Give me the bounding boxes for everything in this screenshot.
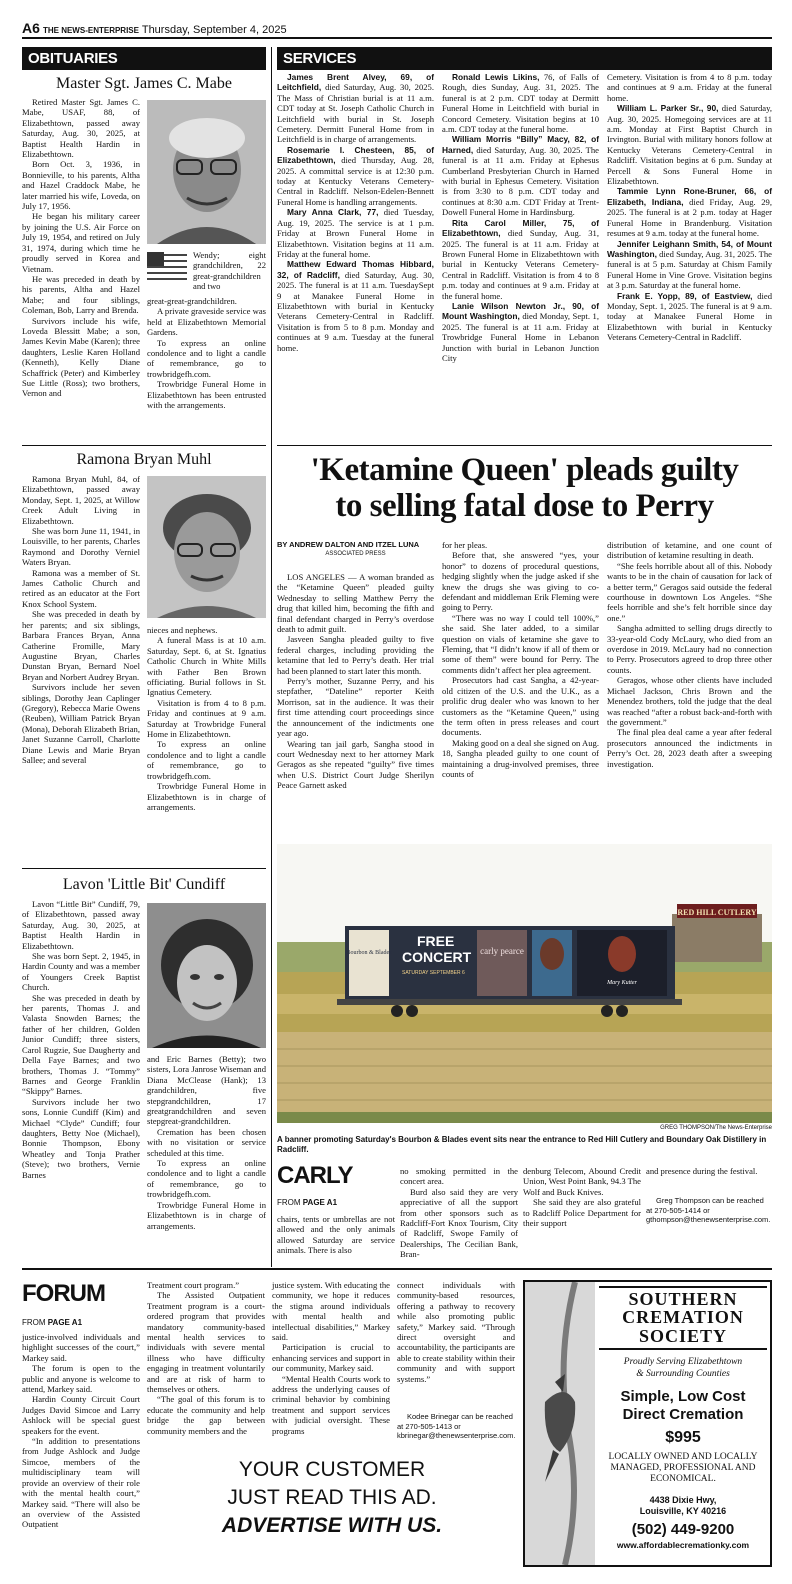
paper-name: THE NEWS-ENTERPRISE [42, 26, 139, 35]
ad-title-line: SOUTHERN [599, 1286, 767, 1308]
paragraph: The final plea deal came a year after federal prosecutors announced the indictments in Perry’s Oct. 28, 2023 death after a sweeping investigation. [607, 727, 772, 769]
paragraph: LOS ANGELES — A woman branded as the “Ketamine Queen” pleaded guilty Wednesday to selling Matthew Perry the drug that killed him, becoming the fifth and final defendant charged in Perry’s overdose death to admit guilt. [277, 572, 434, 635]
headline-line: 'Ketamine Queen' pleads guilty [310, 452, 739, 488]
banner-date: SATURDAY SEPTEMBER 6 [402, 970, 465, 976]
services-section-label: SERVICES [277, 47, 772, 70]
paragraph: no smoking permitted in the concert area. [400, 1166, 518, 1187]
paragraph: Participation is crucial to enhancing services and support in our community, Markey said. [272, 1342, 390, 1374]
paragraph: She was preceded in death by her parents, Thomas J. and Valasta Snowden Barnes; the father of her children, Golden Junior Cundiff; three sisters, Carol Rugzie, Sue Daugherty and Della Faye Barnes; and two brothers, Thomas J. “Tommy” Barnes and George Franklin “Skippy” Barnes. [22, 992, 140, 1097]
paragraph: To express an online condolence and to light a candle of remembrance, go to trowbridgefh.com. [147, 1158, 266, 1200]
banner-free: FREE [417, 933, 455, 949]
services-col2 [442, 72, 599, 363]
column-divider [271, 47, 272, 1267]
paragraph: Ramona Bryan Muhl, 84, of Elizabethtown, passed away Monday, Sept. 1, 2025, at Willow Creek Adult Living in Elizabethtown. [22, 474, 140, 526]
paragraph: “Mental Health Courts work to address the underlying causes of criminal behavior by combining treatment and support services with judicial oversight. These programs [272, 1373, 390, 1436]
paragraph: Geragos, whose other clients have included Michael Jackson, Chris Brown and the Menendez brothers, told the judge that the deal was reached “after a robust back-and-forth with the government.” [607, 675, 772, 727]
paragraph: Making good on a deal she signed on Aug. 18, Sangha pleaded guilty to one count of maintaining a drug-involved premises, three counts of [442, 737, 599, 779]
paragraph: The forum is open to the public and anyone is welcome to attend, Markey said. [22, 1363, 140, 1395]
banner-artist1: carly pearce [480, 946, 524, 956]
issue-date: Thursday, September 4, 2025 [141, 24, 287, 36]
paragraph: Born Oct. 3, 1936, in Bonnieville, to his parents, Altha and Hazel Craddock Mabe, he later married his wife, Loveda, on July 17, 1956. [22, 159, 140, 212]
service-notice: William L. Parker Sr., 90, died Saturday, Aug. 30, 2025. Homegoing services are at 11 a.m. Monday at First Baptist Church in Irvington. Burial with military honors follow at Kentucky Veterans Cemetery-Central in Radcliff. Visitation begins at 6 p.m. Sunday at Percell & Sons Funeral Home in Elizabethtown. [607, 103, 773, 187]
paragraph: Perry’s mother, Suzanne Perry, and his stepfather, “Dateline” reporter Keith Morrison, sat in the audience. It was their first time attending court proceedings since the announcement of the indictments one year ago. [277, 676, 434, 739]
paragraph: To express an online condolence and to light a candle of remembrance, go to trowbridgefh.com. [147, 337, 266, 379]
paragraph: “There was no way I could tell 100%,” she said. She later added, to a similar question on vials of ketamine she gave to Fleming, that “I didn’t know if all of them or some of them” were bound for Perry. The comments didn’t affect her plea agreement. [442, 612, 599, 675]
obit-muhl-col1 [22, 474, 140, 765]
from-label: FROM [277, 1198, 301, 1207]
story-col1 [277, 572, 434, 791]
ad-title-line: SOCIETY [599, 1326, 767, 1350]
paragraph: Trowbridge Funeral Home in Elizabethtown is in charge of arrangements. [147, 781, 266, 812]
ad-address: 4438 Dixie Hwy, [649, 1495, 717, 1505]
paragraph: A funeral Mass is at 10 a.m. Saturday, Sept. 6, at St. Ignatius Catholic Church in White Mills with Father Ben Brown officiating. Burial follows in St. Ignatius Cemetery. [147, 635, 266, 698]
portrait-mabe [147, 100, 266, 244]
ad-title-line: CREMATION [622, 1307, 744, 1327]
paragraph: A private graveside service was held at Elizabethtown Memorial Gardens. [147, 306, 266, 338]
paragraph: Survivors include his wife, Loveda Blessitt Mabe; a son, James Kevin Mabe (Karen); three daughters, Leslie Karen Holland (Kenneth), Kelly Diane Schaffrick (Peter) and Kimberley Sue Little (Ross); two brothers, Vernon and [22, 315, 140, 399]
obit-cundiff-col1 [22, 899, 140, 1180]
ad-tagline: & Surrounding Counties [636, 1369, 730, 1379]
banner-concert: CONCERT [402, 949, 472, 965]
paragraph: “She feels horrible about all of this. Nobody wants to be in the chain of causation for lack of a better term,” Geragos said outside the federal courthouse in downtown Los Angeles. “She feels horrible and she’s felt horrible since day one.” [607, 560, 772, 623]
photo-credit: GREG THOMPSON/The News-Enterprise [660, 1125, 772, 1131]
ad-price: $995 [665, 1429, 701, 1446]
forum-contact: Kodee Brinegar can be reached at 270-505-1413 or kbrinegar@thenewsenterprise.com. [397, 1412, 516, 1441]
paragraph: She said they are also grateful to Radcliff Police Department for their support [523, 1197, 641, 1229]
story-byline: BY ANDREW DALTON AND ITZEL LUNA [277, 540, 420, 549]
section-rule [22, 1268, 772, 1270]
house-ad [147, 1450, 517, 1568]
ad-description: LOCALLY OWNED AND LOCALLY MANAGED, PROFESSIONAL AND ECONOMICAL. [608, 1452, 758, 1484]
headline-line: to selling fatal dose to Perry [335, 488, 714, 524]
service-notice: Rosemarie I. Chesteen, 85, of Elizabethtown, died Thursday, Aug. 28, 2025. A committal service is at 12:30 p.m. today at Kentucky Veterans Cemetery-Central in Radcliff. Nelson-Edelen-Bennett Funeral Home is handling arrangements. [277, 144, 434, 207]
obit-name-cundiff: Lavon 'Little Bit' Cundiff [62, 876, 226, 893]
paragraph: He began his military career by joining the U.S. Air Force on July 19, 1954, and retired on July 31, 1974, during which time he proudly served in Korea and Vietnam. [22, 211, 140, 274]
service-notice: Rita Carol Miller, 75, of Elizabethtown, died Sunday, Aug. 31, 2025. The funeral is at 11 a.m. Friday at Brown Funeral Home in Elizabethtown with burial in Kentucky Veterans Cemetery-Central in Radcliff. Visitation is from 4 to 8 p.m. today and continues at 9 a.m. Friday at the funeral home. [442, 217, 599, 301]
cremation-ad [523, 1280, 772, 1567]
house-ad-line3: ADVERTISE WITH US. [221, 1514, 443, 1537]
paragraph: distribution of ketamine, and one count of distribution of ketamine resulting in death. [607, 540, 772, 561]
paragraph: Survivors include her two sons, Lonnie Cundiff (Kim) and Michael “Clyde” Cundiff; four daughters, Betty Noe (Michael), Bonnie Thompson, Ebony Wheatley and Tonja Prather (Steve); two brothers, Vernie Barnes [22, 1096, 140, 1180]
paragraph: Ramona was a member of St. James Catholic Church and retired as an educator at the Fort Knox School System. [22, 567, 140, 609]
forum-from [22, 1318, 82, 1327]
paragraph: nieces and nephews. [147, 625, 218, 635]
paragraph: Retired Master Sgt. James C. Mabe, USAF, 88, of Elizabethtown, passed away Saturday, Aug. 30, 2025, at Baptist Health Hardin in Elizabethtown. [22, 97, 140, 160]
photo-caption: A banner promoting Saturday's Bourbon & Blades event sits near the entrance to Red Hill Cutlery and Boundary Oak Distillery in Radcliff. [277, 1135, 767, 1154]
services-col1 [277, 72, 434, 353]
service-notice: Matthew Edward Thomas Hibbard, 32, of Radcliff, died Saturday, Aug. 30, 2025. The funeral is at 11 a.m. TuesdaySept 9 at Manakee Funeral Home in Elizabethtown with burial in Kentucky Veterans Cemetery-Central in Radcliff. Visitation is from 5 to 8 p.m. Monday and continues at 9 a.m. Tuesday at the funeral home. [277, 259, 434, 353]
service-notice: Mary Anna Clark, 77, died Tuesday, Aug. 19, 2025. The service is at 1 p.m. Friday at Brown Funeral Home in Elizabethtown. Visitation begins at 11 a.m. Friday at the funeral home. [277, 207, 435, 259]
paragraph: for her pleas. [442, 540, 488, 550]
page-number: A6 [22, 20, 40, 36]
forum-col4: connect individuals with community-based resources, offering a pathway to recovery while also promoting public safety,” Markey said. “Through direct oversight and accountability, the participants are able to create stability within their community and with support systems.” [397, 1280, 515, 1384]
forum-col2 [147, 1280, 265, 1436]
carly-contact: Greg Thompson can be reached at 270-505-1414 or gthompson@thenewsenterprise.com. [646, 1196, 771, 1225]
portrait-muhl [147, 476, 266, 618]
store-sign-text: RED HILL CUTLERY [677, 908, 757, 917]
portrait-cundiff [147, 903, 266, 1048]
paragraph: great-great-grandchildren. [147, 296, 237, 306]
story-headline [277, 452, 772, 524]
paragraph: She was born Sept. 2, 1945, in Hardin County and was a member of Youngers Creek Baptist Church. [22, 951, 140, 993]
paragraph: Wearing tan jail garb, Sangha stood in court Wednesday next to her attorney Mark Geragos as she repeated “guilty” five times when U.S. District Court Judge Sherilyn Peace Garnett asked [277, 738, 434, 791]
obituaries-section-label: OBITUARIES [22, 47, 266, 70]
from-page: PAGE A1 [302, 1198, 338, 1207]
paragraph: Before that, she answered “yes, your honor” to dozens of procedural questions, hedging slightly when the judge asked if she knew the drugs she was giving to co-defendant and middleman Erik Fleming were going to Perry. [442, 550, 599, 613]
paragraph: Survivors include her seven siblings, Dorothy Jean Caplinger (Gregory), Rebecca Marie Owens (Reuben), William Patrick Bryan (Mona), Deborah Elizabeth Brian, Janet Suzanne Carroll, Charlotte Diane Lewis and Marie Bryan Sallee; and several [22, 682, 140, 765]
paragraph: “The goal of this forum is to educate the community and help bridge the gap between community members and the [147, 1394, 265, 1436]
paragraph: denburg Telecom, Abound Credit Union, West Point Bank, 94.3 The Wolf and Buck Knives. [523, 1166, 641, 1197]
paragraph: “In addition to presentations from Judge Ashlock and Judge Simcoe, members of the multidisciplinary team will provide an overview of their role with the mental health court,” Markey said. “There will also be an overview of the Assisted Outpatient [22, 1436, 140, 1530]
story-col2 [442, 540, 599, 779]
service-notice: Ronald Lewis Likins, 76, of Falls of Rough, dies Sunday, Aug. 31, 2025. The funeral is at 2 p.m. CDT today at Dermitt Funeral Home in Leitchfield with burial in Concord Cemetery. Visitation begins at 10 a.m. CDT today at the funeral home. [442, 72, 599, 135]
paragraph: Burd also said they are very appreciative of all the support from other sponsors such as Radcliff-Fort Knox Tourism, City of Radcliff, Swope Family of Dealerships, The Cecilian Bank, Bran- [400, 1186, 518, 1260]
obit-muhl-col2 [147, 625, 266, 812]
carly-col3 [523, 1166, 641, 1228]
carly-from [277, 1198, 337, 1207]
forum-col3 [272, 1280, 390, 1436]
ad-website: www.affordablecremationky.com [616, 1540, 750, 1550]
paragraph: and Eric Barnes (Betty); two sisters, Lora Janrose Wiseman and Diana McClease (Hank); 13 grandchildren, five stepgrandchildren, 17 greatgrandchildren and seven stepgreat-grandchildren. [147, 1054, 266, 1127]
story-affiliation: ASSOCIATED PRESS [325, 551, 386, 557]
paragraph: justice-involved individuals and highlight successes of the court,” Markey said. [22, 1332, 140, 1363]
paragraph: Sangha admitted to selling drugs directly to 33-year-old Cody McLaury, who died from an overdose in 2019. McLaury had no connection to Perry. Prosecutors agreed to drop three other counts. [607, 623, 772, 675]
carly-jump-head: CARLY [277, 1162, 353, 1189]
paragraph: The Assisted Outpatient Treatment program is a court-ordered program that provides mandatory community-based mental health services to individuals with severe mental illness who have difficulty engaging in treatment voluntarily and are at risk of harm to themselves or others. [147, 1290, 265, 1395]
paragraph: Hardin County Circuit Court Judges David Simcoe and Larry Ashlock will be special guest speakers for the event. [22, 1394, 140, 1436]
ad-address: Louisville, KY 40216 [639, 1506, 727, 1516]
service-notice: Jennifer Leighann Smith, 54, of Mount Washington, died Sunday, Aug. 31, 2025. The funeral is at 5 p.m. Saturday at Chism Family Funeral Home in Vine Grove. Visitation begins at 3 p.m. Saturday at the funeral home. [607, 238, 772, 291]
paragraph: She was born June 11, 1941, in Louisville, to her parents, Charles Raymond and Dorothy Verniel Waters Bryan. [22, 526, 140, 568]
carly-col1: chairs, tents or umbrellas are not allowed and the only animals allowed Saturday are service animals. There is also [277, 1214, 395, 1256]
ad-offer: Simple, Low Cost [620, 1388, 746, 1405]
obit-divider [22, 445, 266, 446]
obit-mabe-col2 [147, 296, 266, 410]
obit-name-muhl: Ramona Bryan Muhl [76, 451, 212, 468]
service-notice: Frank E. Yopp, 89, of Eastview, died Monday, Sept. 1, 2025. The funeral is at 9 a.m. today at Manakee Funeral Home in Elizabethtown with burial in Kentucky Veterans Cemetery-Central in Radcliff. [607, 290, 772, 343]
story-col3 [607, 540, 772, 769]
carly-col2 [400, 1166, 518, 1260]
paragraph: Cemetery. Visitation is from 4 to 8 p.m. today and continues at 9 a.m. Friday at the funeral home. [607, 72, 772, 103]
cardinal-image [525, 1282, 595, 1565]
house-ad-line1: YOUR CUSTOMER [238, 1458, 426, 1481]
forum-col1 [22, 1332, 140, 1530]
paragraph: Trowbridge Funeral Home in Elizabethtown has been entrusted with the arrangements. [147, 379, 266, 411]
ad-tagline: Proudly Serving Elizabethtown [623, 1357, 743, 1367]
obit-cundiff-col2 [147, 1054, 266, 1231]
services-divider [277, 445, 772, 446]
service-notice: Tammie Lynn Rone-Bruner, 66, of Elizabeth, Indiana, died Friday, Aug. 29, 2025. The funeral is at 2 p.m. today at Hager Funeral Home in Brandenburg. Visitation resumes at 9 a.m. today at the funeral home. [607, 186, 773, 239]
paragraph: Lavon “Little Bit” Cundiff, 79, of Elizabethtown, passed away Saturday, Aug. 30, 2025, at Baptist Health Hardin in Elizabethtown. [22, 899, 140, 951]
paragraph: She was preceded in death by her parents; and six siblings, Barbara Frances Bryan, Anna Catherine Fromille, Mary Augustine Bryan, Charles Dunstan Bryan, Bernard Noel Bryan and Norbert Audrey Bryan. [22, 609, 140, 682]
flag-icon [147, 252, 187, 282]
service-notice: Lanie Wilson Newton Jr., 90, of Mount Washington, died Monday, Sept. 1, 2025. The funeral is at 11 a.m. Friday at Trowbridge Funeral Home in Lebanon Junction with burial in Lebanon Junction City [442, 300, 599, 363]
paragraph: Cremation has been chosen with no visitation or service scheduled at this time. [147, 1126, 266, 1158]
service-notice: William Morris “Billy” Macy, 82, of Harned, died Saturday, Aug. 30, 2025. The funeral is at 11 a.m. Friday at Ephesus Cumberland Presbyterian Church in Harned with burial in Ephesus Cemetery. Visitation is from 3:30 to 8 p.m. CDT today and continues at 8:30 a.m. CDT Friday at Trent-Dowell Funeral Home in Hardinsburg. [442, 134, 599, 218]
paragraph: Trowbridge Funeral Home in Elizabethtown is in charge of arrangements. [147, 1199, 266, 1231]
obit-divider [22, 868, 266, 869]
ad-offer: Direct Cremation [622, 1406, 744, 1423]
news-photo [277, 844, 772, 1123]
service-notice: James Brent Alvey, 69, of Leitchfield, died Saturday, Aug. 30, 2025. The Mass of Christian burial is at 11 a.m. CDT today at St. Joseph Catholic Church in Leitchfield with burial in St. Joseph Cemetery. Dermitt Funeral Home from in Leitchfield is in charge of arrangements. [277, 72, 434, 145]
services-col3 [607, 72, 772, 343]
obit-mabe-col1 [22, 97, 140, 399]
forum-jump-head: FORUM [22, 1280, 105, 1307]
header-rule [22, 37, 772, 39]
paragraph: Jasveen Sangha pleaded guilty to five federal charges, including providing the ketamine that led to Perry’s death. Her trial had been planned to start later this month. [277, 634, 434, 676]
paragraph: justice system. With educating the community, we hope it reduces the stigma around individuals with mental health and intellectual disabilities,” Markey said. [272, 1280, 390, 1343]
from-label: FROM [22, 1318, 46, 1327]
ad-phone: (502) 449-9200 [631, 1521, 735, 1538]
paragraph: Prosecutors had cast Sangha, a 42-year-old citizen of the U.S. and the U.K., as a prolific drug dealer who was known to her customers as the “Ketamine Queen,” using the term often in press releases and court documents. [442, 675, 599, 738]
obit-name-mabe: Master Sgt. James C. Mabe [56, 75, 232, 92]
paragraph: He was preceded in death by his parents, Altha and Hazel Mabe; and four siblings, Coleman, Bob, Larry and Brenda. [22, 273, 140, 316]
obit-mabe-col2-top: Wendy; eight grandchildren, 22 great-grandchildren and two [193, 250, 266, 292]
paragraph: Treatment court program.” [147, 1280, 240, 1290]
paragraph: To express an online condolence and to light a candle of remembrance, go to trowbridgefh.com. [147, 739, 266, 781]
house-ad-line2: JUST READ THIS AD. [227, 1486, 437, 1509]
banner-brand: Bourbon & Blades [346, 950, 392, 956]
cremation-ad-content [599, 1286, 767, 1551]
carly-col4: and presence during the festival. [646, 1166, 758, 1176]
paragraph: Visitation is from 4 to 8 p.m. Friday and continues at 9 a.m. Saturday at Trowbridge Funeral Home in Elizabethtown. [147, 697, 266, 740]
banner-artist2: Mary Kutter [607, 980, 637, 986]
from-page: PAGE A1 [47, 1318, 83, 1327]
folio [22, 20, 287, 36]
